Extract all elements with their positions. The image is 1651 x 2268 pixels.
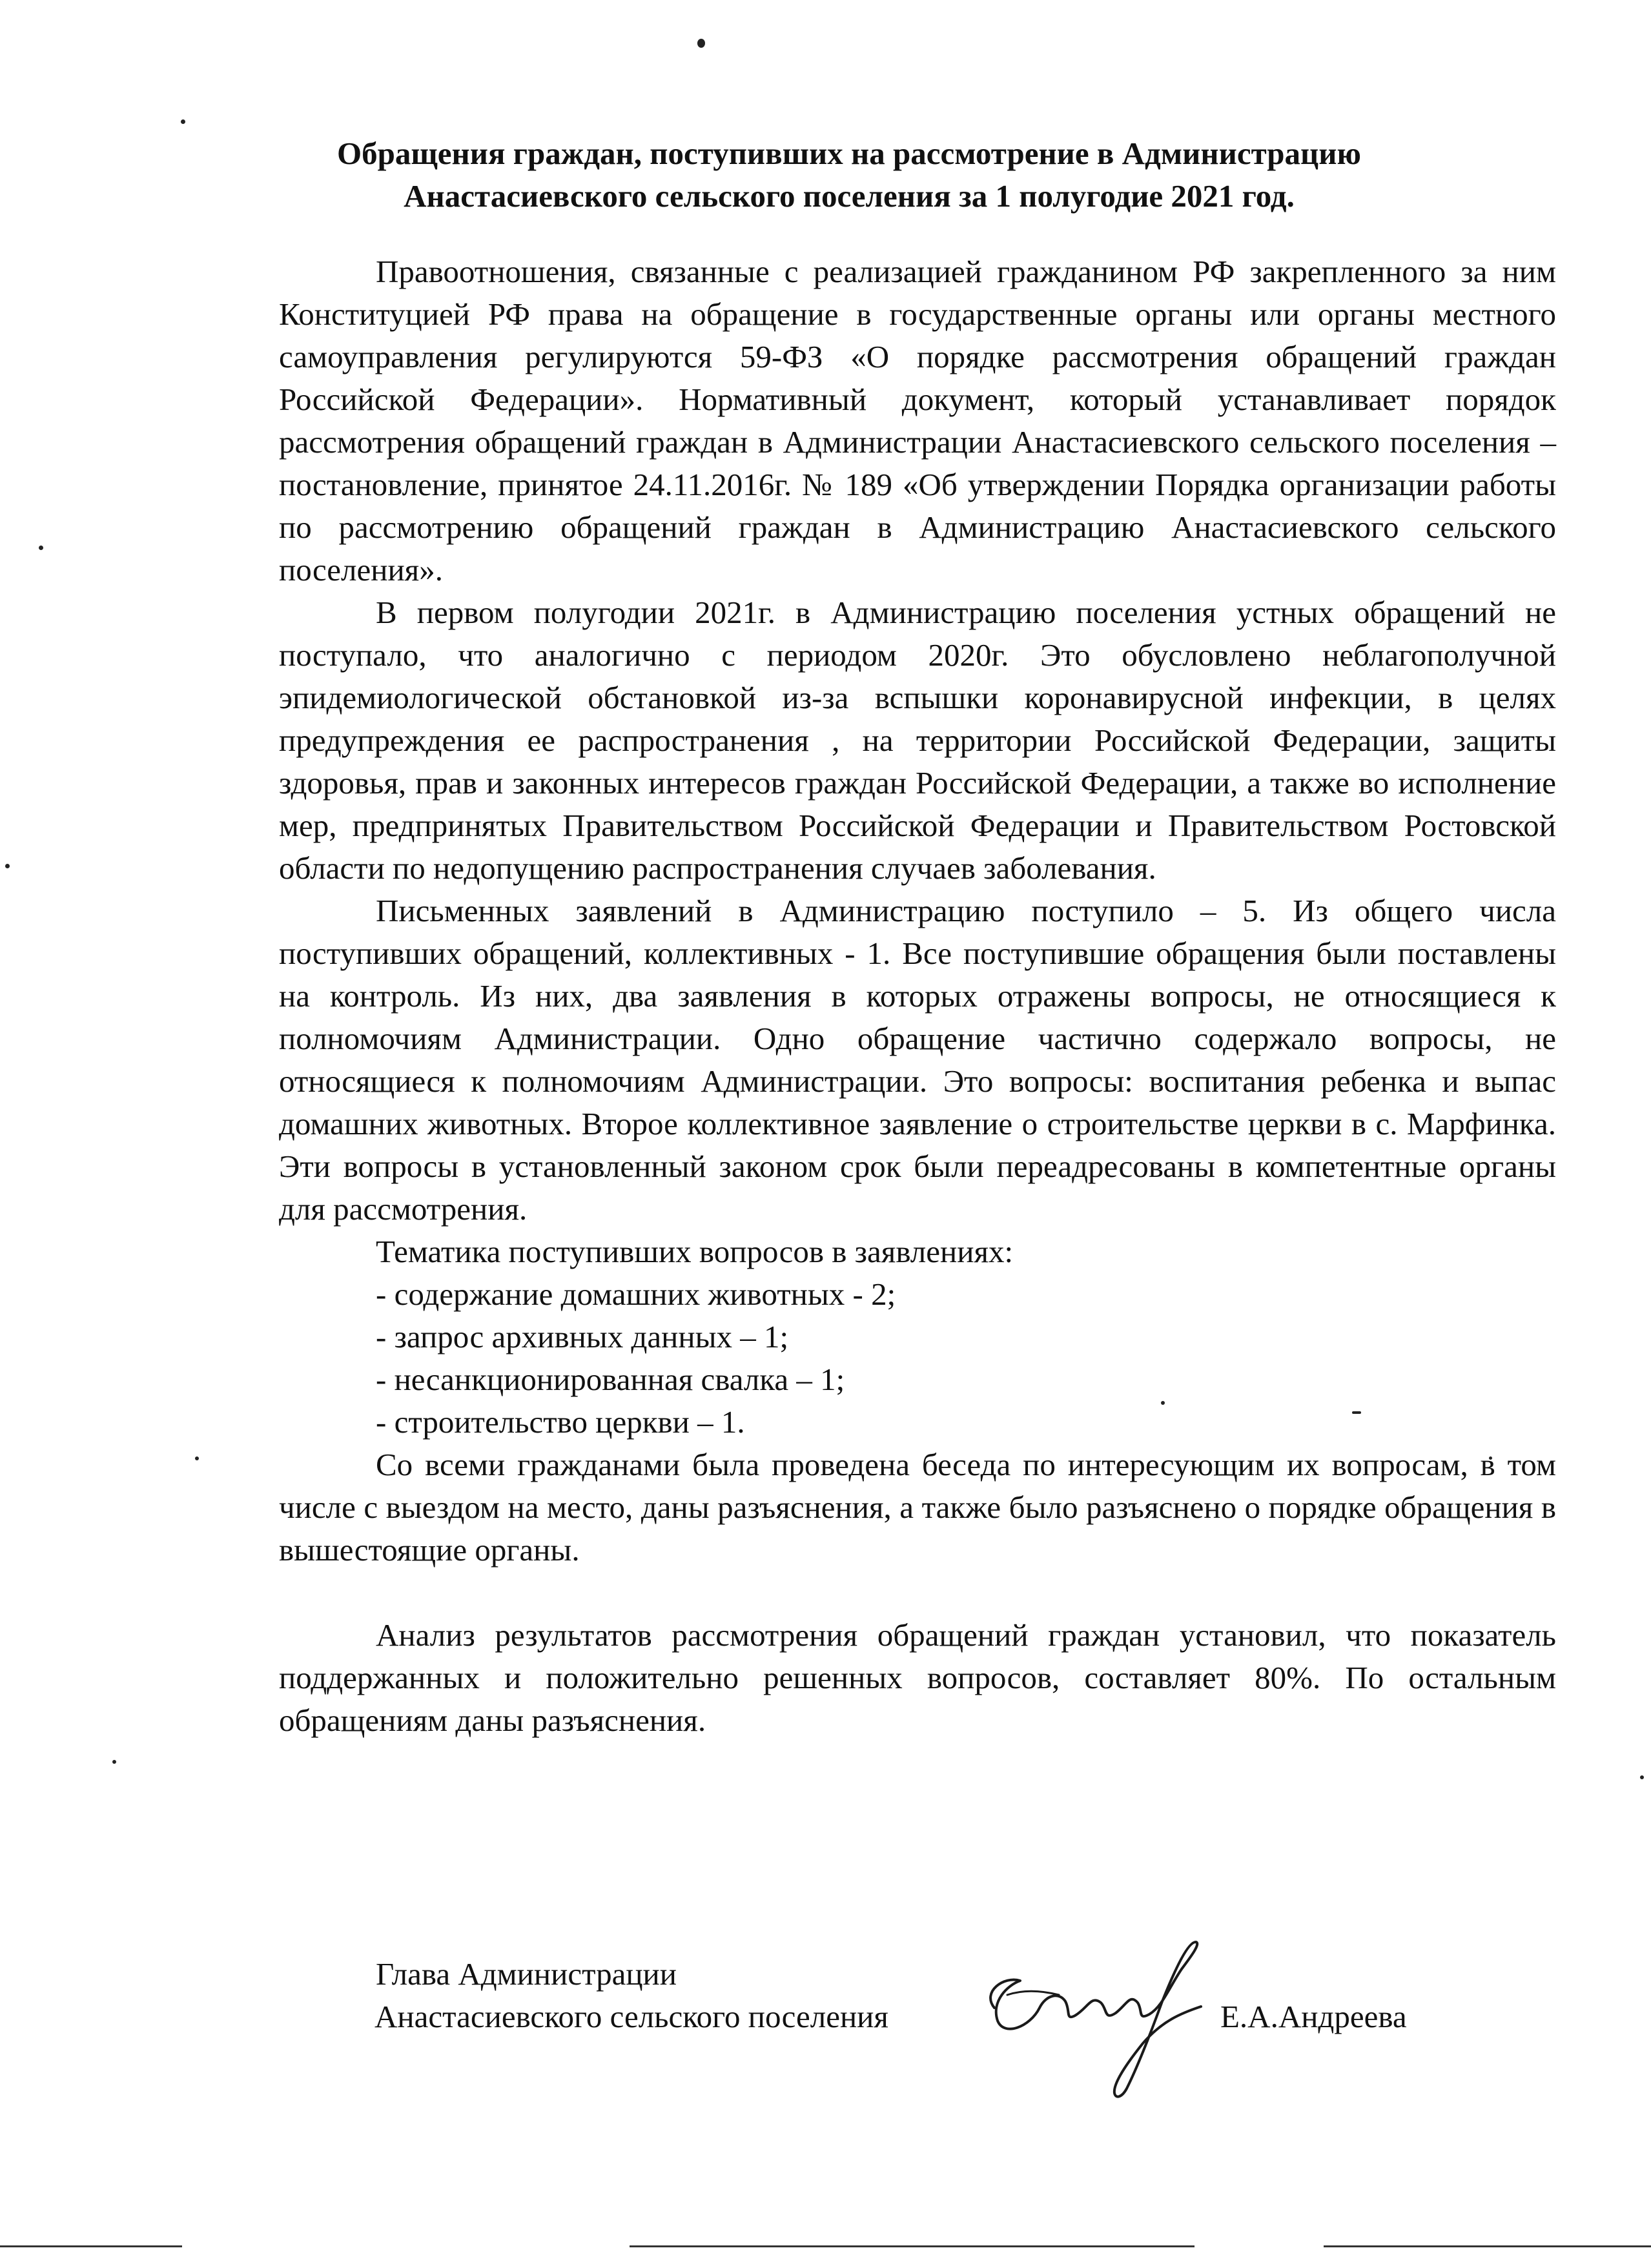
scan-speck [5, 864, 10, 868]
scan-speck [39, 546, 43, 550]
paragraph-conversations: Со всеми гражданами была проведена беседа по интересующим их вопросам, в том числе с выездом на место, даны разъяснения, а также было разъяснено о порядке обращения в вышестоящие органы. [279, 1447, 1556, 1568]
signatory-name: Е.А.Андреева [1220, 1999, 1407, 2034]
topics-intro: Тематика поступивших вопросов в заявлениях: [376, 1234, 1014, 1269]
footer-rule-center [630, 2245, 1195, 2247]
topic-item: - запрос архивных данных – 1; [376, 1319, 789, 1354]
footer-rule-right [1324, 2245, 1651, 2247]
document-body [279, 250, 1556, 1742]
topic-item: - несанкционированная свалка – 1; [376, 1362, 845, 1397]
scan-speck [195, 1456, 199, 1460]
scan-speck [1640, 1775, 1644, 1779]
paragraph-legal-basis: Правоотношения, связанные с реализацией гражданином РФ закрепленного за ним Конституцией РФ права на обращение в государственные органы или органы местного самоуправления регулируются 59-ФЗ «О порядке рассмотрения обращений граждан Российской Федерации». Нормативный документ, который устанавливает порядок рассмотрения обращений граждан в Администрации Анастасиевского сельского поселения – постановление, принятое 24.11.2016г. № 189 «Об утверждении Порядка организации работы по рассмотрению обращений граждан в Администрацию Анастасиевского сельского поселения». [279, 254, 1556, 587]
title-line-2: Анастасиевского сельского поселения за 1 полугодие 2021 год. [404, 178, 1295, 214]
paragraph-analysis: Анализ результатов рассмотрения обращений граждан установил, что показатель поддержанных и положительно решенных вопросов, составляет 80%. По остальным обращениям даны разъяснения. [279, 1617, 1556, 1738]
footer-rule-left [0, 2245, 182, 2247]
handwritten-signature [969, 1930, 1214, 2105]
topic-item: - строительство церкви – 1. [376, 1404, 745, 1440]
document-title [278, 132, 1420, 218]
title-line-1: Обращения граждан, поступивших на рассмотрение в Администрацию [337, 136, 1361, 171]
topic-item: - содержание домашних животных - 2; [376, 1276, 896, 1312]
topics-list [279, 1273, 1556, 1444]
scan-speck [697, 39, 705, 48]
signatory-position [376, 1953, 888, 2038]
paragraph-written-appeals: Письменных заявлений в Администрацию поступило – 5. Из общего числа поступивших обращений, коллективных - 1. Все поступившие обращения были поставлены на контроль. Из них, два заявления в которых отражены вопросы, не относящиеся к полномочиям Администрации. Одно обращение частично содержало вопросы, не относящиеся к полномочиям Администрации. Это вопросы: воспитания ребенка и выпас домашних животных. Второе коллективное заявление о строительстве церкви в с. Марфинка. Эти вопросы в установленный законом срок были переадресованы в компетентные органы для рассмотрения. [279, 893, 1556, 1227]
scan-speck [112, 1760, 116, 1764]
paragraph-oral-appeals: В первом полугодии 2021г. в Администрацию поселения устных обращений не поступало, что аналогично с периодом 2020г. Это обусловлено неблагополучной эпидемиологической обстановкой из-за вспышки коронавирусной инфекции, в целях предупреждения ее распространения , на территории Российской Федерации, защиты здоровья, прав и законных интересов граждан Российской Федерации, а также во исполнение мер, предпринятых Правительством Российской Федерации и Правительством Ростовской области по недопущению распространения случаев заболевания. [279, 595, 1556, 886]
scan-speck [181, 119, 185, 124]
signatory-title: Глава Администрации [376, 1956, 677, 1992]
signatory-organization: Анастасиевского сельского поселения [374, 1999, 888, 2034]
